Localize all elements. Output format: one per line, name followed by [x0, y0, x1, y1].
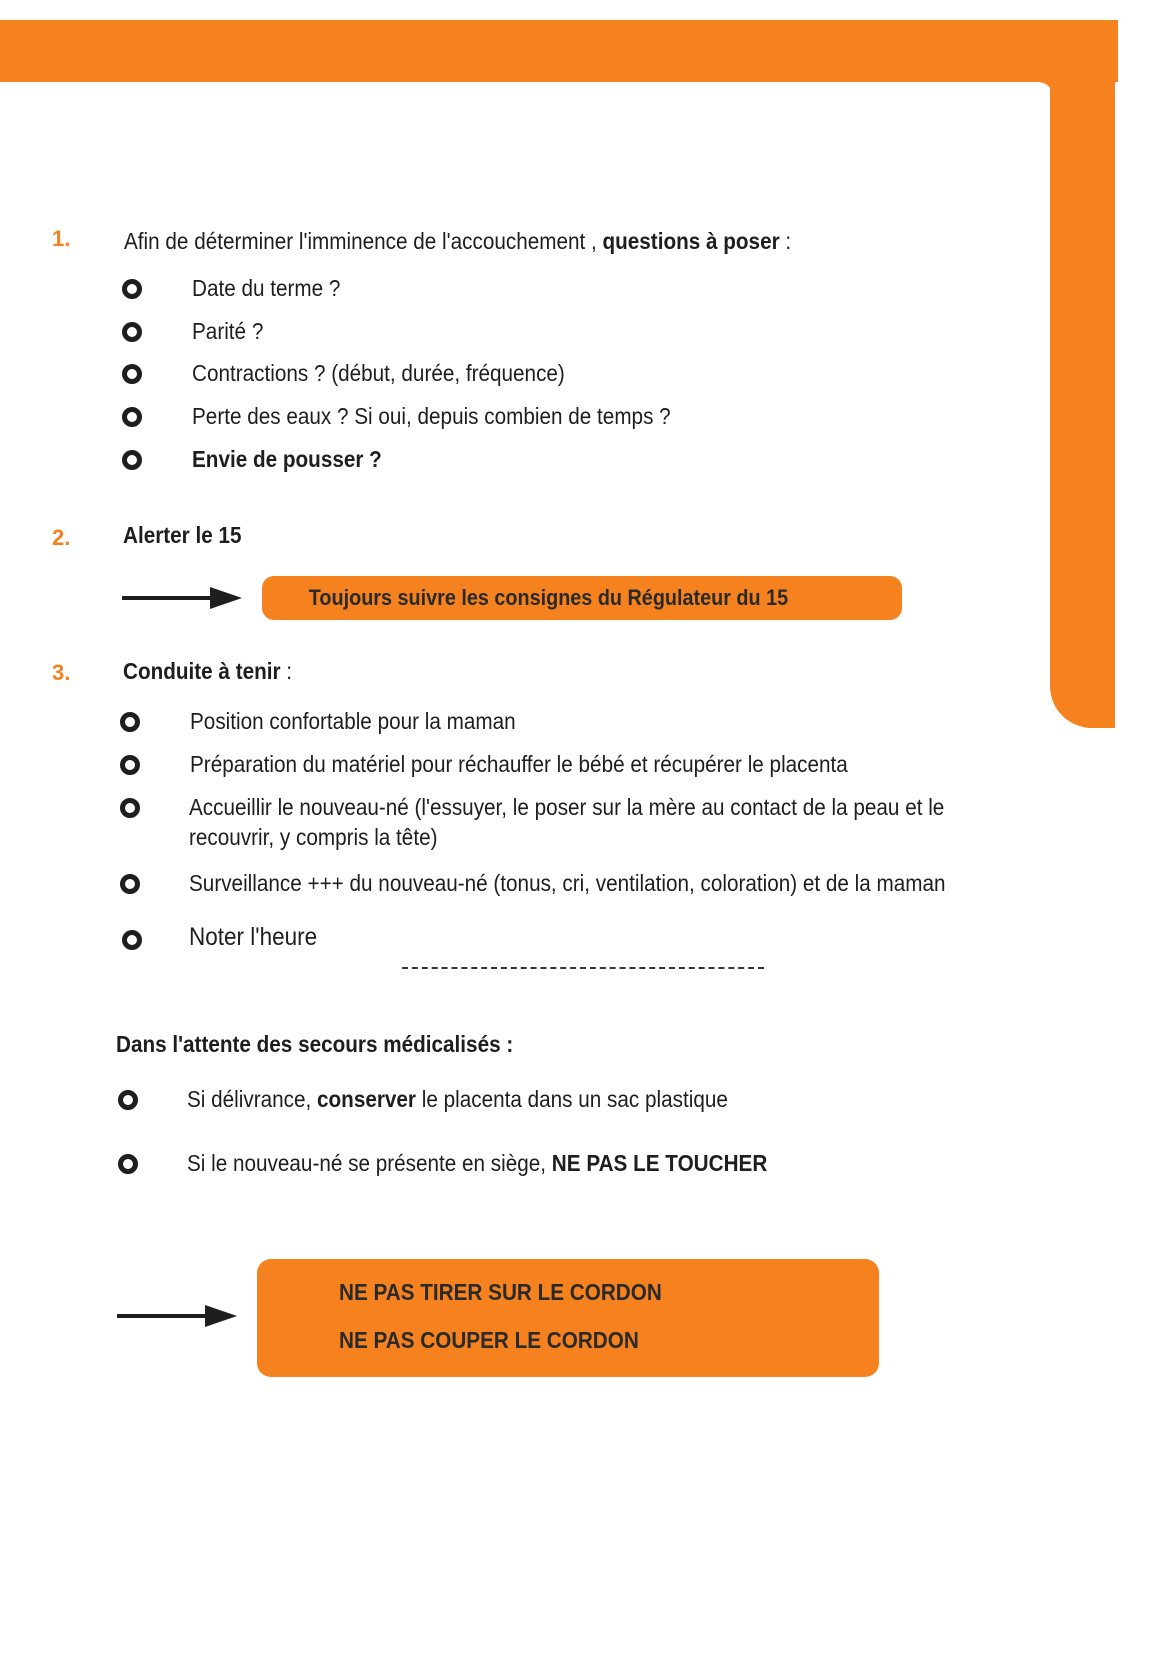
ring-bullet-icon — [122, 450, 142, 470]
section-1-intro-text: Afin de déterminer l'imminence de l'accouchement , — [124, 228, 597, 254]
section-1-intro — [124, 226, 791, 256]
right-arrow-icon — [122, 587, 244, 609]
waiting-item-1-bold: conserver — [317, 1086, 416, 1112]
section-1-intro-bold: questions à poser — [602, 228, 780, 254]
ring-bullet-icon — [120, 712, 140, 732]
frame-corner — [1040, 82, 1052, 94]
header-band — [0, 20, 1118, 82]
section-3-item: Accueillir le nouveau-né (l'essuyer, le poser sur la mère au contact de la peau et le recouvrir, y compris la tête) — [189, 794, 945, 850]
section-3-item: Noter l'heure — [189, 923, 318, 951]
ring-bullet-icon — [122, 279, 142, 299]
section-2-number: 2. — [52, 525, 71, 550]
section-3-title-end: : — [280, 658, 293, 684]
section-3-number: 3. — [52, 660, 71, 685]
ring-bullet-icon — [122, 930, 142, 950]
waiting-item-2-bold: NE PAS LE TOUCHER — [551, 1150, 768, 1176]
ring-bullet-icon — [118, 1090, 138, 1110]
ring-bullet-icon — [120, 798, 140, 818]
waiting-item-2-pre: Si le nouveau-né se présente en siège, — [187, 1150, 552, 1176]
waiting-item-1-pre: Si délivrance, — [187, 1086, 318, 1112]
waiting-item-placenta — [187, 1084, 728, 1114]
right-arrow-icon — [117, 1305, 239, 1327]
section-3-title-text: Conduite à tenir — [123, 658, 281, 684]
section-1-item: Parité ? — [192, 318, 264, 344]
section-1-item: Date du terme ? — [192, 275, 341, 301]
section-1-intro-end: : — [779, 228, 792, 254]
ring-bullet-icon — [118, 1154, 138, 1174]
cord-warning-line-2: NE PAS COUPER LE CORDON — [339, 1327, 639, 1353]
cord-warning-line-1: NE PAS TIRER SUR LE CORDON — [339, 1279, 662, 1305]
waiting-item-1-post: le placenta dans un sac plastique — [415, 1086, 728, 1112]
waiting-title: Dans l'attente des secours médicalisés : — [116, 1031, 514, 1057]
ring-bullet-icon — [122, 322, 142, 342]
section-1-item: Contractions ? (début, durée, fréquence) — [192, 360, 565, 386]
section-1-item: Perte des eaux ? Si oui, depuis combien de temps ? — [192, 403, 671, 429]
ring-bullet-icon — [120, 755, 140, 775]
regulator-banner — [262, 576, 902, 620]
section-3-item: Surveillance +++ du nouveau-né (tonus, cri, ventilation, coloration) et de la maman — [189, 870, 946, 896]
ring-bullet-icon — [122, 407, 142, 427]
section-2-title: Alerter le 15 — [123, 522, 242, 548]
ring-bullet-icon — [120, 874, 140, 894]
section-1-number: 1. — [52, 226, 71, 251]
time-entry-line[interactable] — [402, 967, 764, 969]
cord-warning-banner — [257, 1259, 879, 1377]
section-3-title — [123, 658, 292, 685]
section-3-item: Préparation du matériel pour réchauffer le bébé et récupérer le placenta — [190, 751, 848, 777]
regulator-banner-text: Toujours suivre les consignes du Régulateur du 15 — [308, 585, 789, 610]
ring-bullet-icon — [122, 364, 142, 384]
waiting-item-breech — [187, 1148, 767, 1178]
section-1-item-bold: Envie de pousser ? — [192, 446, 382, 472]
section-3-item: Position confortable pour la maman — [190, 708, 516, 734]
side-band — [1050, 20, 1115, 728]
